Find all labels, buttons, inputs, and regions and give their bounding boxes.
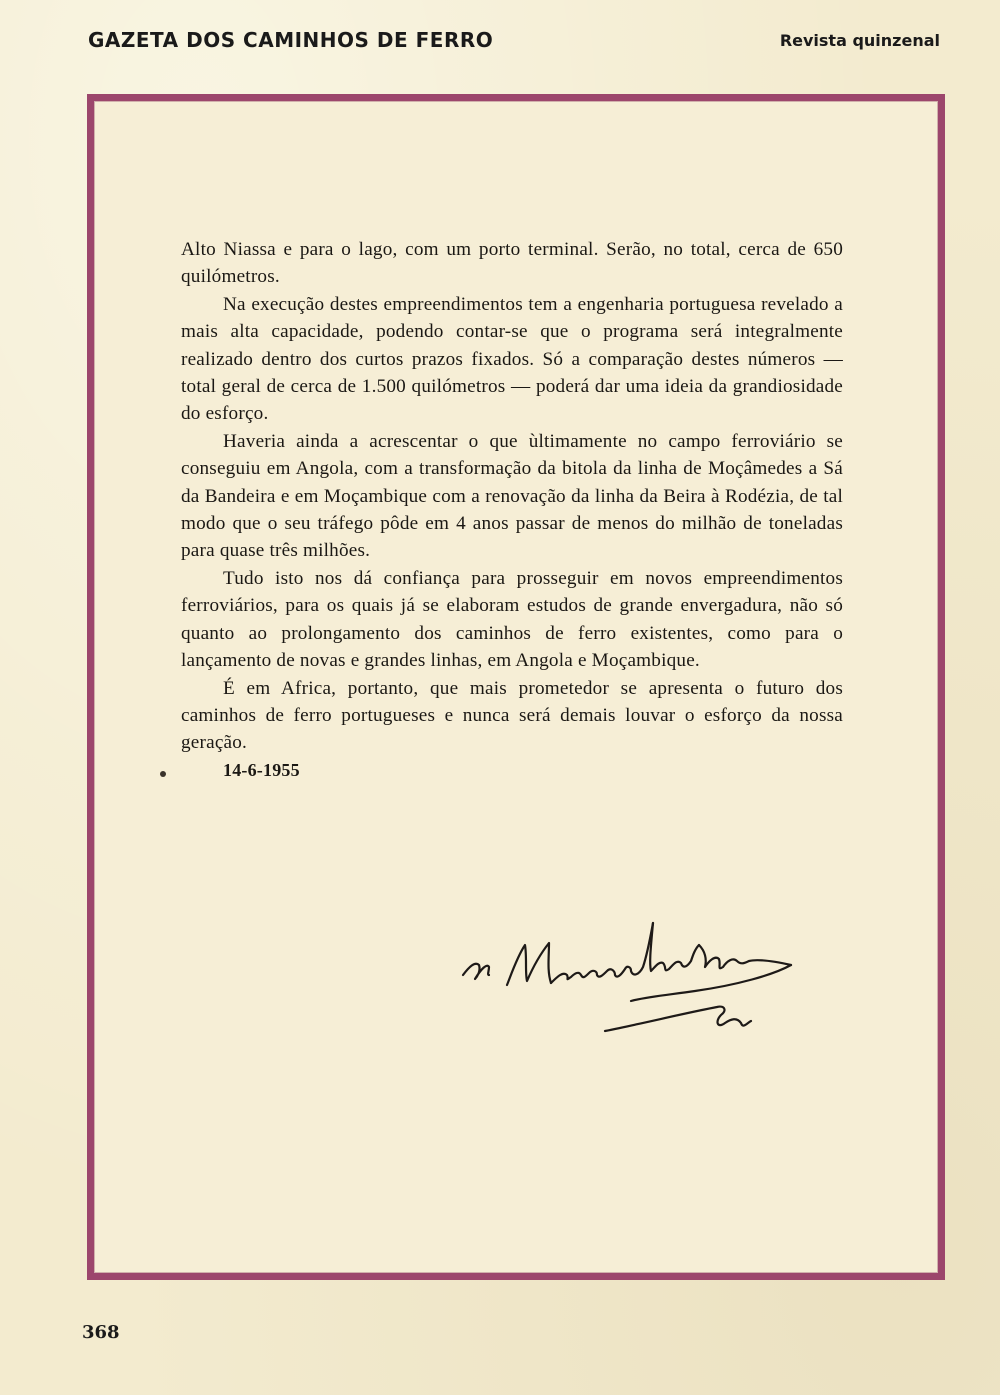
article-date: 14-6-1955 [223, 759, 300, 780]
page-number: 368 [82, 1322, 120, 1343]
signature-icon [455, 905, 800, 1050]
paragraph-5: É em Africa, portanto, que mais prometedor se apresenta o futuro dos caminhos de ferro portugueses e nunca será demais louvar o esforço da nossa geração. [181, 677, 843, 754]
paragraph-4: Tudo isto nos dá confiança para prosseguir em novos empreendimentos ferroviários, para os quais já se elaboram estudos de grande envergadura, não só quanto ao prolongamento dos caminhos de ferro existentes, como para o lançamento de novas e grandes linhas, em Angola e Moçambique. [181, 567, 843, 672]
publication-subtitle: Revista quinzenal [779, 31, 940, 50]
paragraph-1: Alto Niassa e para o lago, com um porto terminal. Serão, no total, cerca de 650 quilómetros. [181, 239, 843, 288]
publication-title: GAZETA DOS CAMINHOS DE FERRO [88, 28, 494, 52]
paragraph-2: Na execução destes empreendimentos tem a engenharia portuguesa revelado a mais alta capacidade, podendo contar-se que o programa será integralmente realizado dentro dos curtos prazos fixados. Só a comparação destes números — total geral de cerca de 1.500 quilómetros — poderá dar uma ideia da grandiosidade do esforço. [181, 293, 843, 425]
article-body [181, 236, 843, 784]
margin-dot [160, 771, 166, 777]
paragraph-3: Haveria ainda a acrescentar o que ùltimamente no campo ferroviário se conseguiu em Angola, com a transformação da bitola da linha de Moçâmedes a Sá da Bandeira e em Moçambique com a renovação da linha da Beira à Rodézia, de tal modo que o seu tráfego pôde em 4 anos passar de menos do milhão de toneladas para quase três milhões. [181, 430, 843, 562]
